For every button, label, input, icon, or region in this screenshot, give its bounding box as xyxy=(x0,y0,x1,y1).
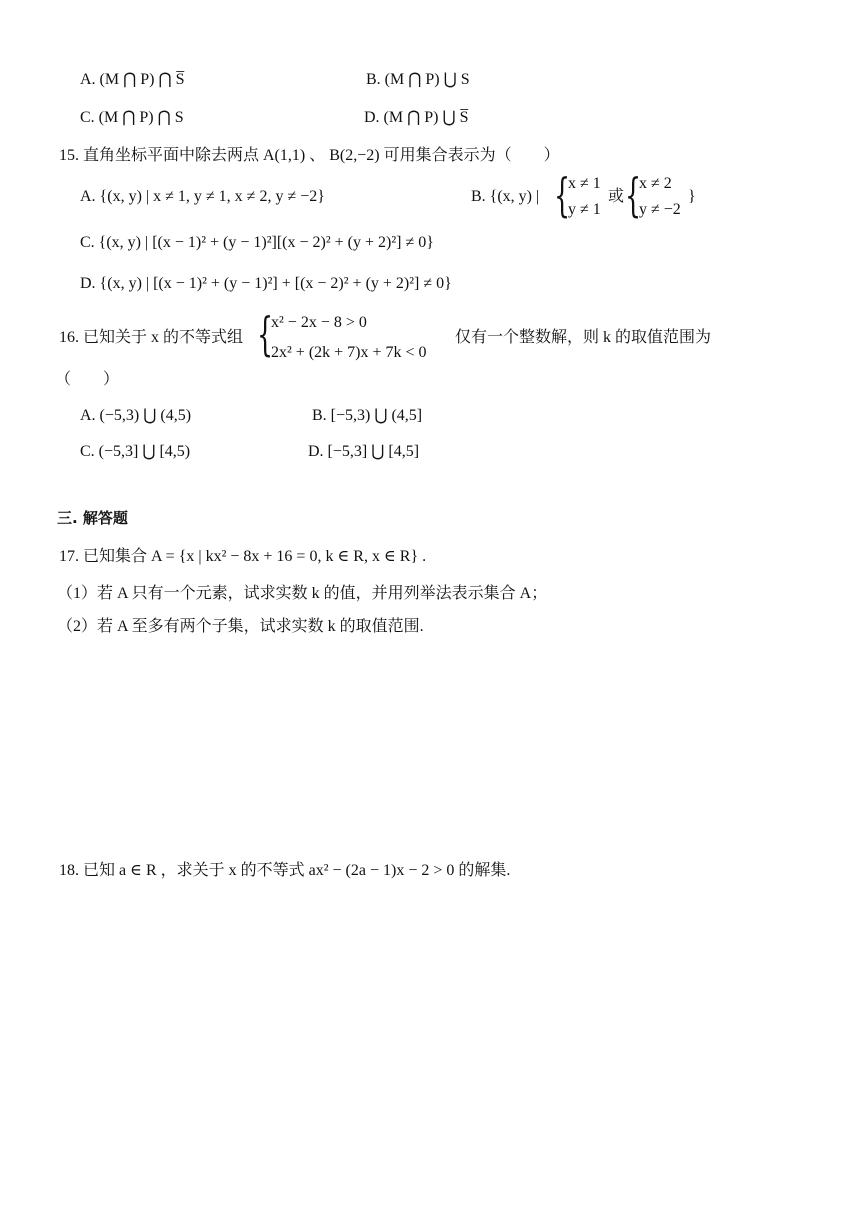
q18-stem: 18. 已知 a ∈ R ，求关于 x 的不等式 ax² − (2a − 1)x − 2 > 0 的解集. xyxy=(59,862,511,879)
q15-option-b-brace-2: { xyxy=(625,168,642,222)
q16-stem-prefix: 16. 已知关于 x 的不等式组 xyxy=(59,329,244,346)
q14-option-c: C. (M ⋂ P) ⋂ S xyxy=(80,109,184,126)
q16-system-brace: { xyxy=(257,307,274,361)
q16-option-b: B. [−5,3) ⋃ (4,5] xyxy=(312,407,423,424)
q17-part-2: （2）若 A 至多有两个子集，试求实数 k 的取值范围. xyxy=(57,618,424,635)
q16-option-d: D. [−5,3] ⋃ [4,5] xyxy=(308,443,420,460)
section-heading: 三. 解答题 xyxy=(57,509,128,527)
q15-option-d: D. {(x, y) | [(x − 1)² + (y − 1)²] + [(x − 2)² + (y + 2)²] ≠ 0} xyxy=(80,275,452,292)
q16-stem-suffix: 仅有一个整数解，则 k 的取值范围为 xyxy=(455,329,712,346)
q15-stem: 15. 直角坐标平面中除去两点 A(1,1) 、 B(2,−2) 可用集合表示为（ ） xyxy=(59,147,560,164)
q15-option-b-or: 或 xyxy=(608,188,625,205)
q15-option-c: C. {(x, y) | [(x − 1)² + (y − 1)²][(x − 2)² + (y + 2)²] ≠ 0} xyxy=(80,234,434,251)
q15-option-b-sys1-row1: x ≠ 1 xyxy=(568,175,601,192)
q16-system-row-2: 2x² + (2k + 7)x + 7k < 0 xyxy=(271,344,427,361)
q15-option-b-sys2-row2: y ≠ −2 xyxy=(639,201,681,218)
q16-answer-paren: （ ） xyxy=(55,371,120,388)
q15-option-b-brace-1: { xyxy=(554,168,571,222)
q15-option-b-sys2-row1: x ≠ 2 xyxy=(639,175,672,192)
q16-option-a: A. (−5,3) ⋃ (4,5) xyxy=(80,407,192,424)
q16-system-row-1: x² − 2x − 8 > 0 xyxy=(271,314,367,331)
q16-option-c: C. (−5,3] ⋃ [4,5) xyxy=(80,443,191,460)
q14-option-d: D. (M ⋂ P) ⋃ S̅ xyxy=(364,109,469,126)
q14-option-a: A. (M ⋂ P) ⋂ S̅ xyxy=(80,71,185,88)
q15-option-b-prefix: B. {(x, y) | xyxy=(471,188,540,205)
q15-option-b-suffix: } xyxy=(688,188,696,205)
q17-part-1: （1）若 A 只有一个元素，试求实数 k 的值，并用列举法表示集合 A； xyxy=(57,585,548,602)
q17-stem: 17. 已知集合 A = {x | kx² − 8x + 16 = 0, k ∈ R, x ∈ R} . xyxy=(59,548,427,565)
q15-option-a: A. {(x, y) | x ≠ 1, y ≠ 1, x ≠ 2, y ≠ −2} xyxy=(80,188,325,205)
q15-option-b-sys1-row2: y ≠ 1 xyxy=(568,201,601,218)
q14-option-b: B. (M ⋂ P) ⋃ S xyxy=(366,71,470,88)
